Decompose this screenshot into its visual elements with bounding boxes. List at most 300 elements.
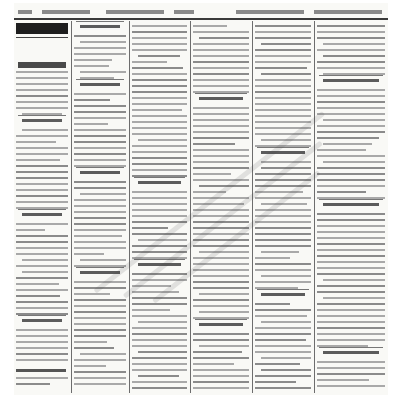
text-line: [74, 187, 126, 189]
text-line: [255, 179, 311, 181]
text-line: [193, 25, 227, 27]
text-line: [74, 341, 107, 343]
text-line: [317, 225, 385, 227]
section-divider: [76, 267, 124, 268]
text-line: [193, 167, 249, 169]
text-line: [80, 41, 126, 43]
text-line: [317, 327, 385, 329]
article-column-4: [191, 21, 251, 393]
text-line: [193, 305, 249, 307]
text-line: [193, 119, 249, 121]
text-line: [193, 363, 234, 365]
text-line: [317, 315, 385, 317]
text-line: [132, 245, 187, 247]
section-heading: [22, 213, 62, 216]
text-line: [317, 261, 385, 263]
text-line: [74, 335, 126, 337]
text-line: [132, 215, 187, 217]
text-line: [193, 125, 249, 127]
text-line: [132, 273, 187, 275]
text-line: [255, 227, 311, 229]
text-line: [255, 303, 290, 305]
text-line: [255, 185, 311, 187]
section-divider: [18, 209, 66, 210]
text-line: [16, 283, 59, 285]
text-line: [199, 293, 249, 295]
text-line: [255, 79, 311, 81]
text-line: [255, 269, 311, 271]
text-line: [193, 275, 249, 277]
text-line: [132, 297, 187, 299]
text-line: [16, 195, 68, 197]
text-line: [74, 311, 126, 313]
section-heading: [80, 83, 120, 86]
text-line: [255, 345, 311, 347]
text-line: [317, 107, 385, 109]
text-line: [317, 37, 385, 39]
text-line: [317, 25, 385, 27]
text-line: [16, 295, 60, 297]
text-line: [323, 143, 372, 145]
text-line: [317, 95, 385, 97]
text-line: [16, 141, 56, 143]
section-divider: [76, 167, 124, 168]
text-line: [255, 85, 311, 87]
text-line: [193, 131, 249, 133]
text-line: [255, 67, 307, 69]
text-line: [16, 107, 68, 109]
text-line: [132, 127, 187, 129]
text-line: [132, 197, 187, 199]
text-line: [16, 353, 68, 355]
text-line: [132, 37, 187, 39]
text-line: [74, 235, 122, 237]
text-line: [132, 121, 187, 123]
text-line: [132, 303, 187, 305]
text-line: [317, 291, 385, 293]
section-divider: [195, 319, 247, 320]
text-line: [317, 149, 366, 151]
text-line: [138, 239, 187, 241]
text-line: [193, 369, 249, 371]
text-line: [74, 241, 126, 243]
article-column-3: [130, 21, 189, 393]
text-line: [193, 55, 249, 57]
text-line: [132, 291, 179, 293]
text-line: [317, 255, 385, 257]
text-line: [193, 191, 226, 193]
text-line: [74, 53, 126, 55]
text-line: [132, 315, 187, 317]
text-line: [317, 101, 385, 103]
text-line: [16, 377, 68, 379]
text-line: [132, 157, 187, 159]
text-line: [199, 311, 249, 313]
text-line: [138, 321, 187, 323]
text-line: [22, 129, 68, 131]
text-line: [255, 109, 311, 111]
text-line: [193, 227, 249, 229]
text-line: [132, 31, 187, 33]
text-line: [74, 229, 126, 231]
section-heading: [80, 25, 120, 28]
text-line: [317, 113, 385, 115]
text-line: [261, 251, 299, 253]
header-year: [314, 10, 382, 14]
text-line: [317, 367, 385, 369]
text-line: [193, 85, 249, 87]
text-line: [255, 233, 311, 235]
text-line: [193, 209, 249, 211]
text-line: [255, 351, 311, 353]
text-line: [255, 281, 311, 283]
article-column-5: [253, 21, 313, 393]
section-heading: [323, 351, 379, 354]
text-line: [16, 189, 68, 191]
text-line: [74, 305, 126, 307]
text-line: [193, 257, 249, 259]
text-line: [16, 165, 68, 167]
text-line: [323, 55, 385, 57]
section-divider: [195, 93, 247, 94]
text-line: [317, 185, 385, 187]
text-line: [80, 71, 126, 73]
text-line: [323, 43, 385, 45]
text-line: [317, 273, 385, 275]
text-line: [323, 119, 385, 121]
text-line: [193, 173, 231, 175]
header-newspaper-name: [106, 10, 164, 14]
header-section: [174, 10, 194, 14]
text-line: [74, 181, 126, 183]
text-line: [138, 351, 187, 353]
text-line: [16, 335, 68, 337]
text-line: [74, 99, 110, 101]
text-line: [317, 49, 385, 51]
text-line: [74, 141, 126, 143]
text-line: [255, 25, 311, 27]
text-line: [74, 377, 126, 379]
text-line: [199, 185, 249, 187]
text-line: [255, 209, 311, 211]
text-line: [317, 267, 385, 269]
text-line: [80, 193, 126, 195]
text-line: [80, 353, 126, 355]
text-line: [193, 357, 249, 359]
text-line: [255, 263, 311, 265]
text-line: [132, 357, 187, 359]
text-line: [74, 35, 126, 37]
text-line: [317, 67, 385, 69]
text-line: [132, 85, 187, 87]
text-line: [255, 327, 311, 329]
text-line: [255, 127, 311, 129]
text-line: [132, 221, 187, 223]
text-line: [193, 149, 249, 151]
section-divider: [18, 115, 66, 116]
text-line: [255, 245, 311, 247]
text-line: [74, 123, 108, 125]
text-line: [193, 143, 235, 145]
text-line: [132, 369, 187, 371]
text-line: [74, 299, 126, 301]
text-line: [317, 231, 385, 233]
text-line: [74, 105, 126, 107]
text-line: [74, 135, 126, 137]
text-line: [193, 263, 249, 265]
text-line: [255, 173, 311, 175]
text-line: [132, 339, 187, 341]
text-line: [193, 299, 249, 301]
text-line: [16, 347, 68, 349]
text-line: [132, 151, 187, 153]
text-line: [16, 329, 68, 331]
text-line: [199, 251, 249, 253]
text-line: [132, 61, 167, 63]
section-heading: [80, 271, 120, 274]
section-divider: [319, 199, 383, 200]
article-column-6: [315, 21, 387, 393]
text-line: [255, 97, 311, 99]
text-line: [193, 375, 249, 377]
text-line: [74, 287, 126, 289]
newspaper-page: [14, 3, 388, 395]
text-line: [255, 197, 311, 199]
text-line: [261, 73, 311, 75]
text-line: [16, 147, 68, 149]
text-line: [317, 339, 385, 341]
text-line: [193, 73, 249, 75]
text-line: [317, 167, 385, 169]
section-heading: [323, 203, 379, 206]
text-line: [16, 77, 68, 79]
text-line: [323, 279, 385, 281]
header-rule: [14, 18, 388, 20]
text-line: [255, 221, 311, 223]
text-line: [255, 37, 311, 39]
text-line: [261, 369, 311, 371]
section-divider: [319, 75, 383, 76]
text-line: [16, 159, 60, 161]
text-line: [16, 89, 68, 91]
text-line: [74, 223, 126, 225]
text-line: [132, 251, 187, 253]
text-line: [74, 317, 126, 319]
text-line: [16, 241, 68, 243]
text-line: [132, 133, 187, 135]
text-line: [16, 201, 68, 203]
text-line: [317, 191, 366, 193]
text-line: [132, 333, 187, 335]
text-line: [317, 309, 385, 311]
text-line: [132, 227, 168, 229]
text-line: [193, 137, 249, 139]
text-line: [132, 209, 187, 211]
text-line: [74, 205, 126, 207]
section-divider: [257, 147, 309, 148]
text-line: [193, 113, 249, 115]
text-line: [323, 297, 385, 299]
text-line: [74, 347, 114, 349]
text-line: [16, 83, 68, 85]
text-line: [16, 183, 68, 185]
text-line: [261, 321, 311, 323]
text-line: [132, 285, 171, 287]
text-line: [74, 365, 106, 367]
text-line: [132, 97, 187, 99]
text-line: [255, 375, 311, 377]
text-line: [255, 363, 300, 365]
text-line: [132, 91, 187, 93]
text-line: [132, 163, 187, 165]
text-line: [193, 239, 249, 241]
text-line: [16, 101, 68, 103]
text-line: [16, 247, 68, 249]
text-line: [193, 281, 249, 283]
text-line: [16, 235, 68, 237]
section-heading: [199, 323, 243, 326]
text-line: [193, 351, 242, 353]
text-line: [255, 115, 311, 117]
text-line: [132, 169, 187, 171]
text-line: [132, 327, 187, 329]
text-line: [74, 217, 126, 219]
text-line: [323, 161, 385, 163]
text-line: [193, 61, 249, 63]
text-line: [193, 387, 249, 389]
text-line: [317, 173, 385, 175]
text-line: [80, 259, 126, 261]
text-line: [193, 339, 249, 341]
section-heading: [261, 293, 305, 296]
text-line: [16, 383, 50, 385]
text-line: [132, 309, 170, 311]
header-date: [42, 10, 90, 14]
text-line: [193, 79, 249, 81]
text-line: [16, 223, 68, 225]
text-line: [317, 379, 369, 381]
text-line: [16, 277, 68, 279]
text-line: [16, 135, 68, 137]
text-line: [132, 109, 182, 111]
text-line: [193, 43, 249, 45]
text-line: [317, 243, 385, 245]
text-line: [317, 213, 385, 215]
section-divider: [76, 79, 124, 80]
text-line: [255, 239, 311, 241]
text-line: [74, 199, 126, 201]
text-line: [74, 247, 126, 249]
text-line: [193, 197, 249, 199]
section-divider: [76, 21, 124, 22]
text-line: [317, 155, 385, 157]
text-line: [74, 253, 104, 255]
text-line: [132, 363, 187, 365]
section-heading: [138, 181, 181, 184]
text-line: [255, 55, 311, 57]
text-line: [16, 71, 68, 73]
text-line: [132, 203, 187, 205]
text-line: [74, 211, 126, 213]
text-line: [132, 25, 187, 27]
text-line: [199, 37, 249, 39]
section-heading: [80, 171, 120, 174]
text-line: [317, 303, 385, 305]
text-line: [74, 129, 126, 131]
section-divider: [257, 289, 309, 290]
section-heading: [22, 319, 62, 322]
text-line: [255, 91, 311, 93]
text-line: [317, 179, 385, 181]
text-line: [138, 55, 180, 57]
text-line: [132, 279, 187, 281]
section-divider: [319, 347, 383, 348]
text-line: [193, 221, 249, 223]
text-line: [74, 47, 126, 49]
header-issue: [236, 10, 304, 14]
text-line: [193, 233, 249, 235]
text-line: [193, 203, 244, 205]
text-line: [255, 333, 311, 335]
text-line: [132, 191, 187, 193]
text-line: [132, 233, 187, 235]
text-line: [317, 237, 385, 239]
text-line: [317, 137, 379, 139]
section-divider: [134, 177, 185, 178]
text-line: [74, 371, 126, 373]
section-heading: [22, 119, 62, 122]
text-line: [255, 309, 311, 311]
text-line: [317, 89, 385, 91]
text-line: [16, 265, 68, 267]
section-heading: [138, 263, 181, 266]
text-line: [199, 345, 249, 347]
text-line: [16, 289, 68, 291]
text-line: [255, 381, 296, 383]
text-line: [74, 93, 126, 95]
section-divider: [134, 259, 185, 260]
text-line: [74, 147, 126, 149]
text-line: [74, 59, 112, 61]
text-line: [74, 293, 110, 295]
text-line: [255, 121, 311, 123]
text-line: [22, 259, 68, 261]
text-line: [132, 145, 187, 147]
text-line: [132, 43, 187, 45]
text-line: [22, 271, 68, 273]
text-line: [317, 285, 385, 287]
text-line: [261, 167, 311, 169]
text-line: [317, 361, 385, 363]
text-line: [255, 191, 303, 193]
text-line: [74, 117, 126, 119]
text-line: [74, 281, 126, 283]
text-line: [317, 125, 385, 127]
text-line: [16, 301, 68, 303]
text-line: [261, 161, 311, 163]
text-line: [132, 73, 187, 75]
text-line: [255, 315, 307, 317]
text-line: [74, 323, 126, 325]
text-line: [193, 161, 249, 163]
article-column-1: [14, 21, 70, 393]
text-line: [317, 321, 385, 323]
text-line: [255, 103, 311, 105]
text-line: [255, 61, 311, 63]
text-line: [74, 359, 126, 361]
text-line: [132, 381, 187, 383]
text-line: [255, 387, 311, 389]
